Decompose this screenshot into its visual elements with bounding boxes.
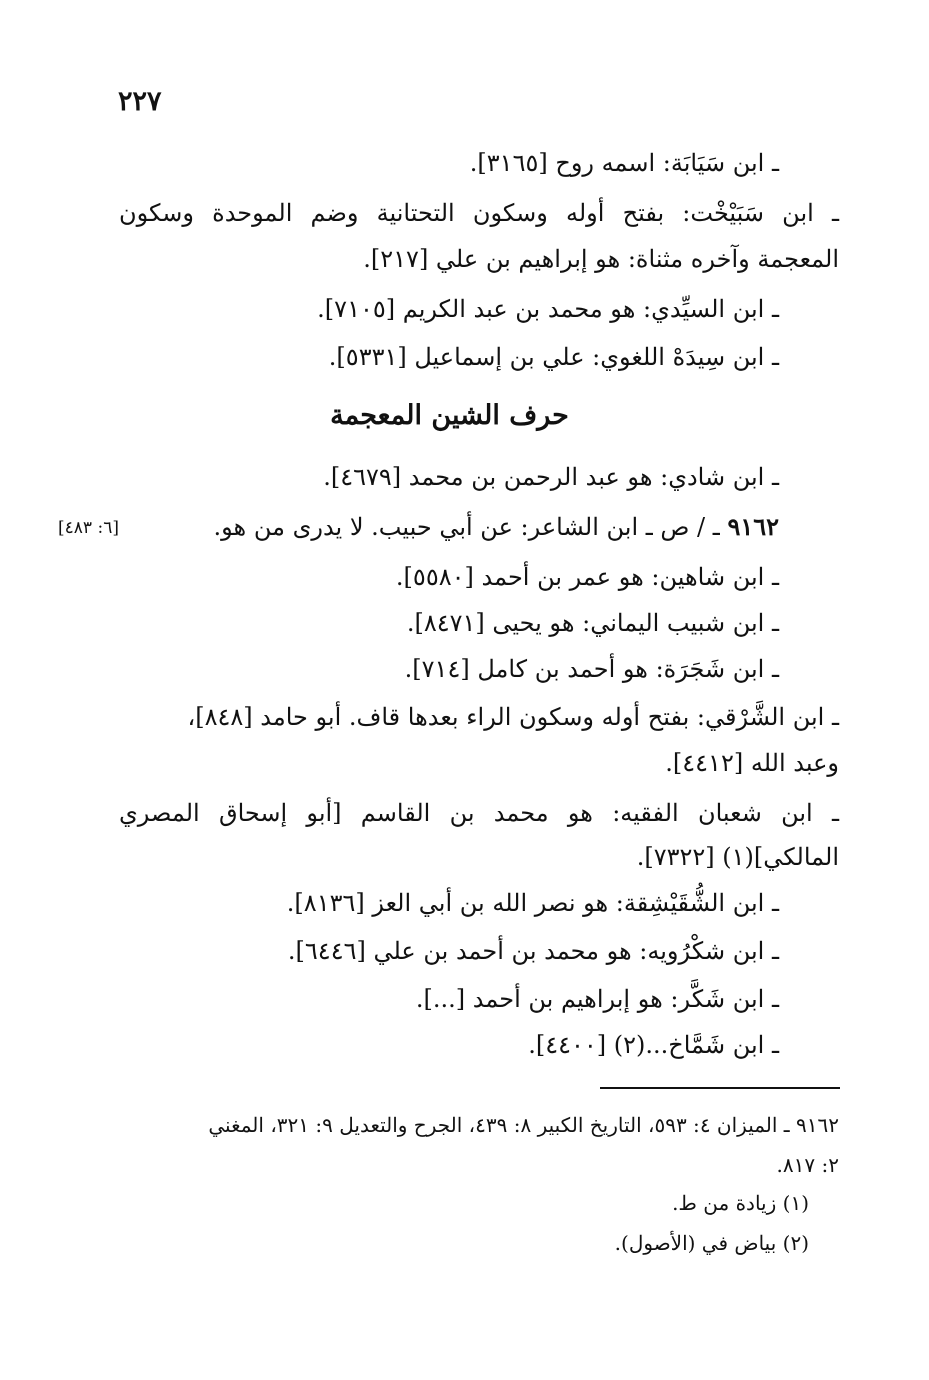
entry-ibn-shakkar: ـ ابن شَكَّر: هو إبراهيم بن أحمد [...]. (415, 985, 779, 1013)
entry-ibn-al-shuqayshiqa: ـ ابن الشُّقَيْشِقة: هو نصر الله بن أبي العز [٨١٣٦]. (286, 889, 779, 917)
page-number: ٢٢٧ (118, 86, 162, 117)
entry-ibn-al-sayyidi: ـ ابن السيِّدي: هو محمد بن عبد الكريم [٧١٠٥]. (317, 295, 779, 323)
entry-ibn-shajara: ـ ابن شَجَرَة: هو أحمد بن كامل [٧١٤]. (404, 655, 779, 683)
entry-ibn-shakruyah: ـ ابن شكْرُويه: هو محمد بن أحمد بن علي [٦٤٤٦]. (287, 937, 779, 965)
entry-ibn-shahin: ـ ابن شاهين: هو عمر بن أحمد [٥٥٨٠]. (395, 563, 779, 591)
entry-ibn-shammakh: ـ ابن شَمَّاخ...(٢) [٤٤٠٠]. (528, 1031, 779, 1059)
footnote-1: (١) زيادة من ط. (672, 1191, 809, 1215)
footnote-divider (600, 1087, 840, 1089)
entry-ibn-sabaykht: ـ ابن سَبَيْخْت: بفتح أوله وسكون التحتانية وضم الموحدة وسكون (119, 199, 839, 227)
footnote-references: ٩١٦٢ ـ الميزان ٤: ٥٩٣، التاريخ الكبير ٨: ٤٣٩، الجرح والتعديل ٩: ٣٢١، المغني (208, 1113, 839, 1137)
entry-ibn-sabaykht-cont: المعجمة وآخره مثناة: هو إبراهيم بن علي [٢١٧]. (363, 245, 839, 273)
entry-ibn-shaban: ـ ابن شعبان الفقيه: هو محمد بن القاسم [أبو إسحاق المصري (119, 799, 839, 827)
entry-number: ٩١٦٢ (727, 512, 779, 541)
entry-ibn-al-sharqi: ـ ابن الشَّرْقي: بفتح أوله وسكون الراء بعدها قاف. أبو حامد [٨٤٨]، (187, 703, 839, 731)
footnote-2: (٢) بياض في (الأصول). (614, 1231, 809, 1255)
entry-9162 (214, 510, 779, 544)
entry-ibn-sayaba: ـ ابن سَيَابَة: اسمه روح [٣١٦٥]. (469, 149, 779, 177)
section-heading: حرف الشين المعجمة (330, 400, 569, 431)
side-reference: [٦: ٤٨٣] (58, 518, 119, 538)
entry-ibn-shadi: ـ ابن شادي: هو عبد الرحمن بن محمد [٤٦٧٩]. (323, 463, 779, 491)
entry-ibn-shabib: ـ ابن شبيب اليماني: هو يحيى [٨٤٧١]. (406, 609, 779, 637)
entry-9162-text: ـ / ص ـ ابن الشاعر: عن أبي حبيب. لا يدرى من هو. (213, 513, 728, 541)
footnote-references-cont: ٢: ٨١٧. (776, 1153, 839, 1177)
entry-ibn-sidah: ـ ابن سِيدَهْ اللغوي: علي بن إسماعيل [٥٣٣١]. (328, 343, 779, 371)
entry-ibn-shaban-cont: المالكي](١) [٧٣٢٢]. (636, 843, 839, 871)
entry-ibn-al-sharqi-cont: وعبد الله [٤٤١٢]. (665, 749, 839, 777)
